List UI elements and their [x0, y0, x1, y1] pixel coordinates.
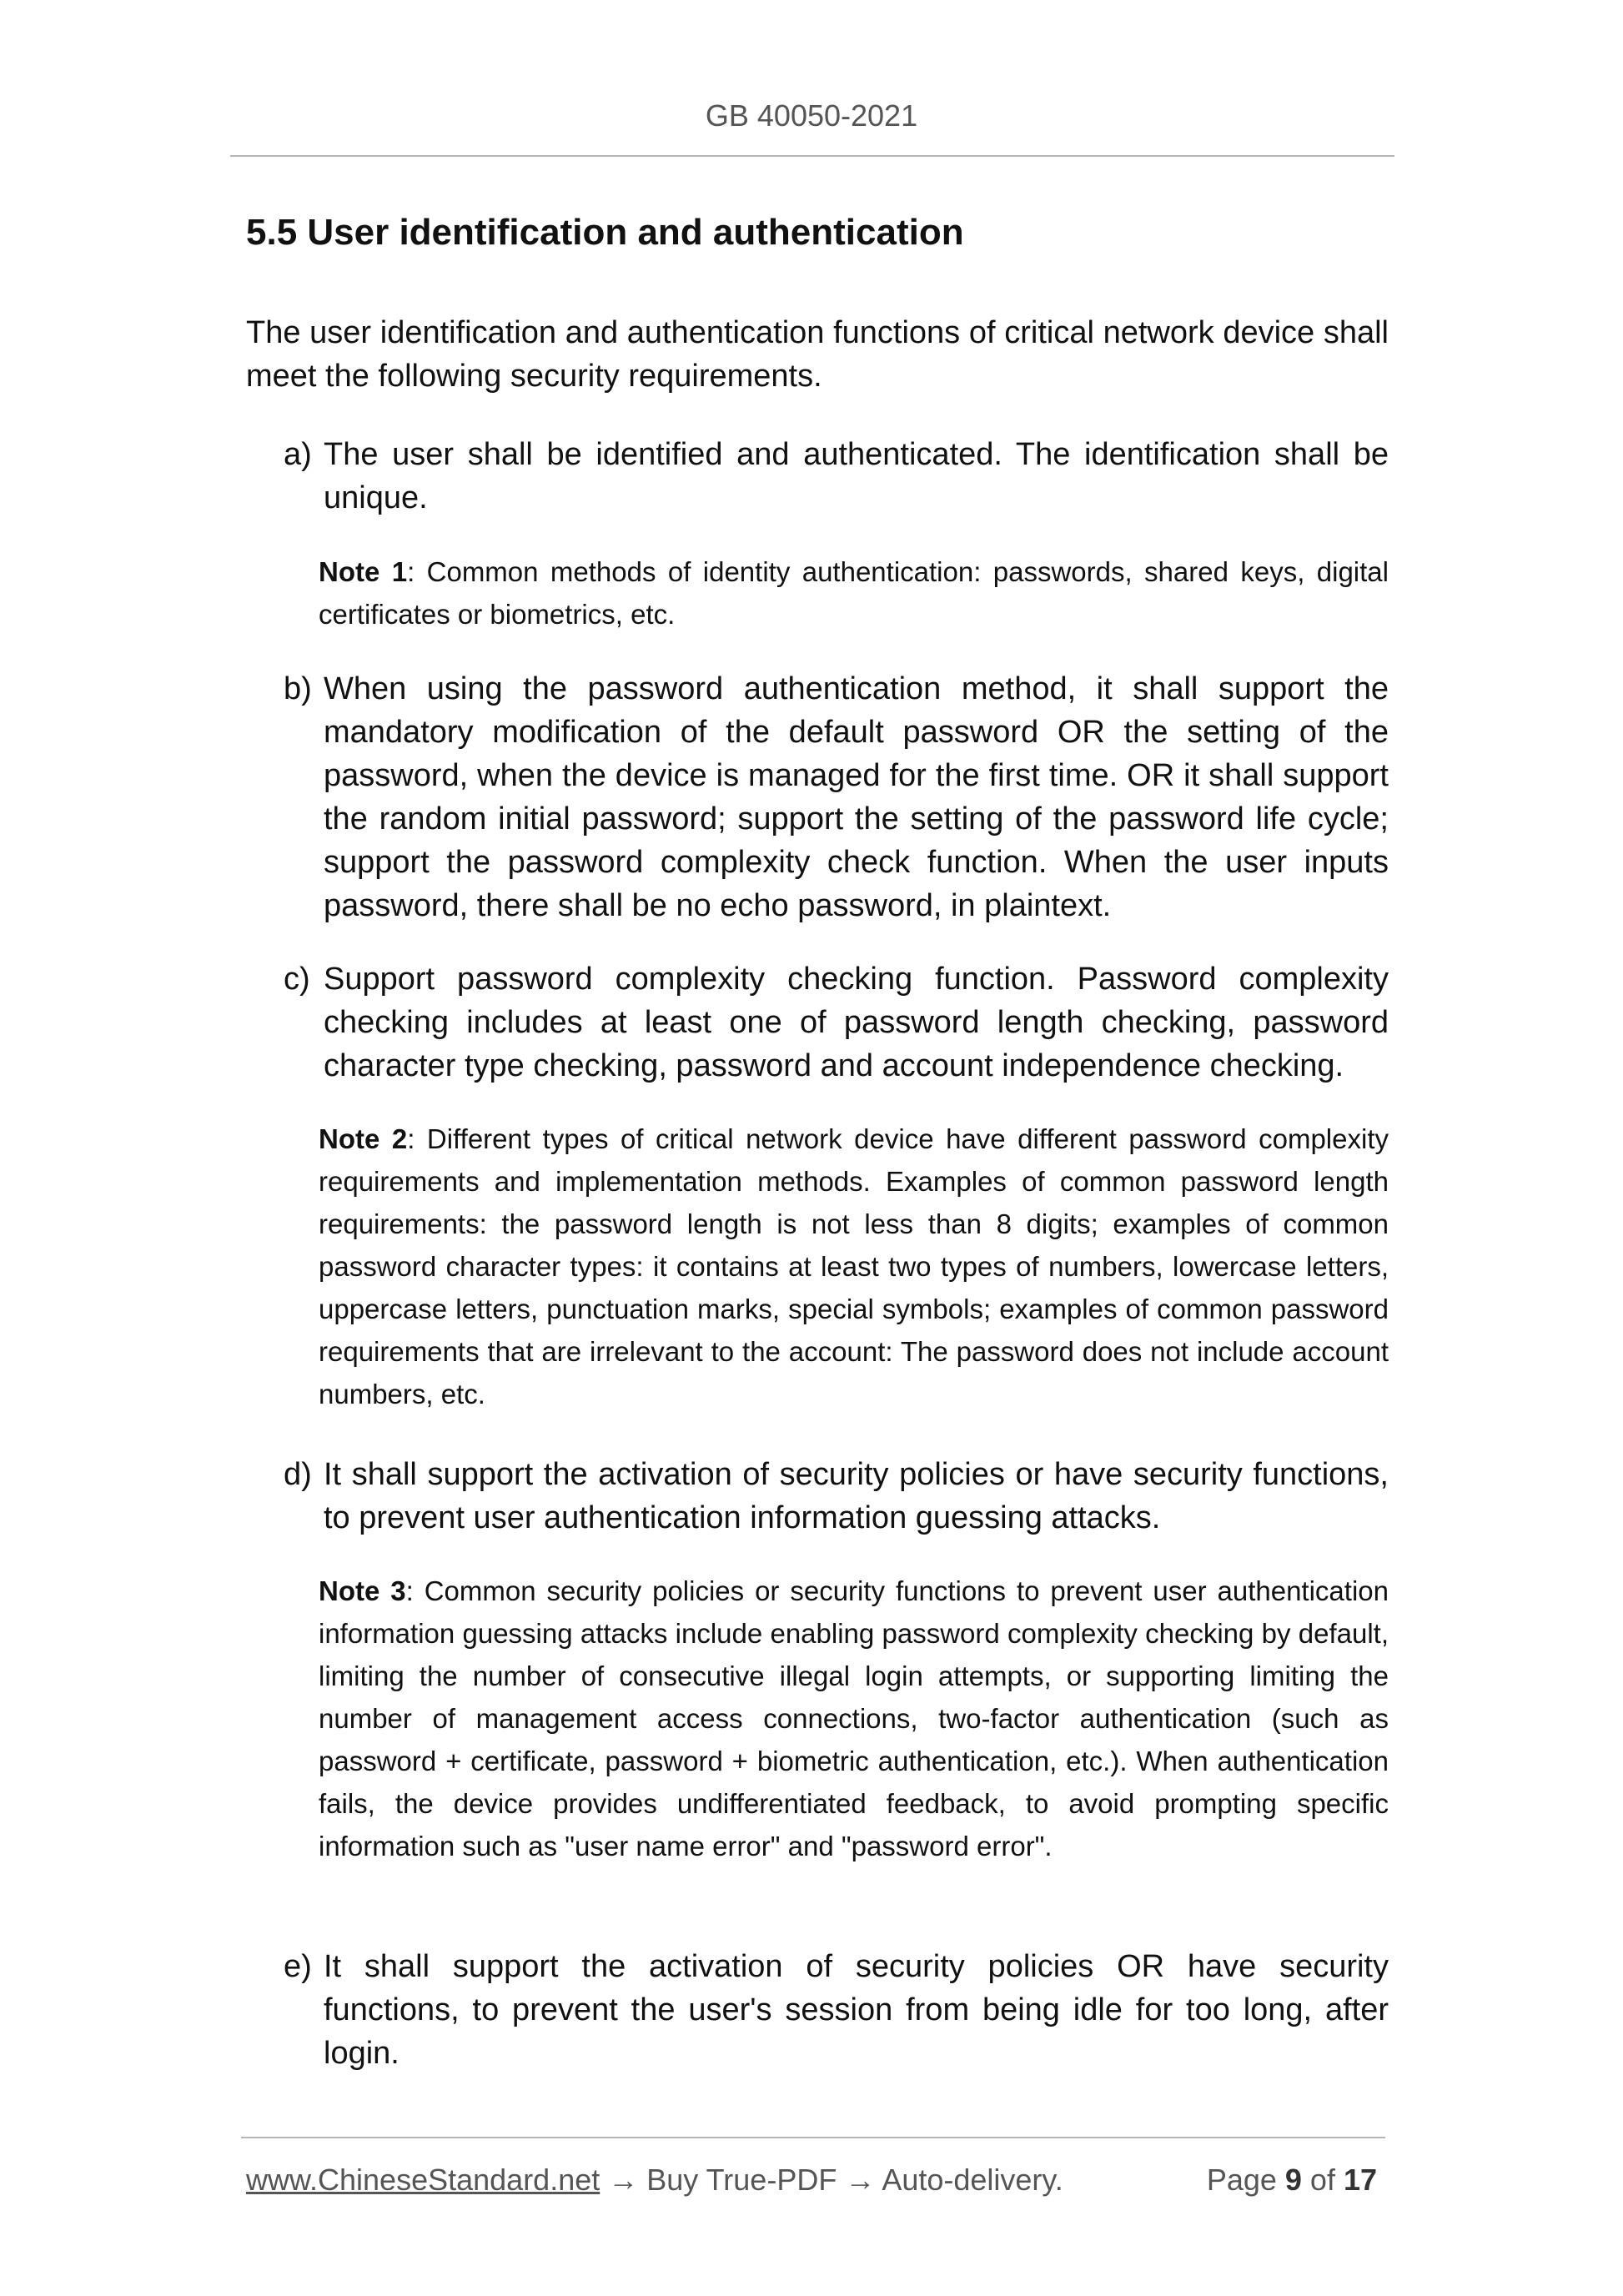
item-marker: e) — [284, 1949, 312, 1984]
note-1 — [319, 550, 1389, 636]
requirement-item-b — [284, 667, 1389, 927]
header-divider — [230, 155, 1394, 157]
item-marker: c) — [284, 962, 310, 997]
note-text: : Common security policies or security functions to prevent user authentication information guessing attacks include enabling password complexity checking by default, limiting the number of consecutive illegal login attempts, or supporting limiting the number of management access connections, two-factor authentication (such as password + certificate, password + biometric authentication, etc.). When authentication fails, the device provides undifferentiated feedback, to avoid prompting specific information such as "user name error" and "password error". — [319, 1575, 1389, 1861]
page-indicator — [1207, 2163, 1377, 2198]
note-2 — [319, 1118, 1389, 1415]
item-text: It shall support the activation of security policies or have security functions, to prevent user authentication information guessing attacks. — [324, 1457, 1389, 1535]
page-of: of — [1301, 2163, 1344, 2197]
document-header-code: GB 40050-2021 — [705, 98, 918, 133]
note-text: : Common methods of identity authentication: passwords, shared keys, digital certificates or biometrics, etc. — [319, 556, 1389, 630]
page-prefix: Page — [1206, 2163, 1285, 2197]
item-text: Support password complexity checking function. Password complexity checking includes at least one of password length checking, password character type checking, password and account independence checking. — [324, 962, 1389, 1083]
item-marker: b) — [284, 671, 312, 706]
footer-divider — [241, 2137, 1385, 2138]
requirement-item-a — [284, 433, 1389, 520]
item-text: The user shall be identified and authenticated. The identification shall be unique. — [324, 437, 1389, 515]
requirement-item-d — [284, 1453, 1389, 1540]
website-link[interactable]: www.ChineseStandard.net — [246, 2163, 600, 2197]
note-label: Note 3 — [319, 1575, 406, 1606]
item-marker: a) — [284, 437, 312, 472]
footer-tagline: → Buy True-PDF → Auto-delivery. — [600, 2163, 1063, 2197]
page-total: 17 — [1343, 2163, 1377, 2197]
page-number: 9 — [1284, 2163, 1302, 2197]
note-label: Note 1 — [319, 556, 408, 587]
requirement-item-e — [284, 1945, 1389, 2075]
item-text: It shall support the activation of security policies OR have security functions, to prevent the user's session from being idle for too long, after login. — [324, 1949, 1389, 2071]
note-label: Note 2 — [319, 1123, 408, 1154]
note-3 — [319, 1570, 1389, 1867]
page-footer — [246, 2163, 1389, 2198]
item-marker: d) — [284, 1457, 312, 1492]
section-intro: The user identification and authentication functions of critical network device shall meet the following security requirements. — [246, 315, 1389, 394]
requirement-item-c — [284, 957, 1389, 1088]
note-text: : Different types of critical network device have different password complexity requirements and implementation methods. Examples of common password length requirements: the password length is not less than 8 digits; examples of common password character types: it contains at least two types of numbers, lowercase letters, uppercase letters, punctuation marks, special symbols; examples of common password requirements that are irrelevant to the account: The password does not include account numbers, etc. — [319, 1123, 1389, 1409]
section-title: 5.5 User identification and authentication — [246, 212, 964, 253]
item-text: When using the password authentication method, it shall support the mandatory modification of the default password OR the setting of the password, when the device is managed for the first time. OR it shall support the random initial password; support the setting of the password life cycle; support the password complexity check function. When the user inputs password, there shall be no echo password, in plaintext. — [324, 671, 1389, 923]
